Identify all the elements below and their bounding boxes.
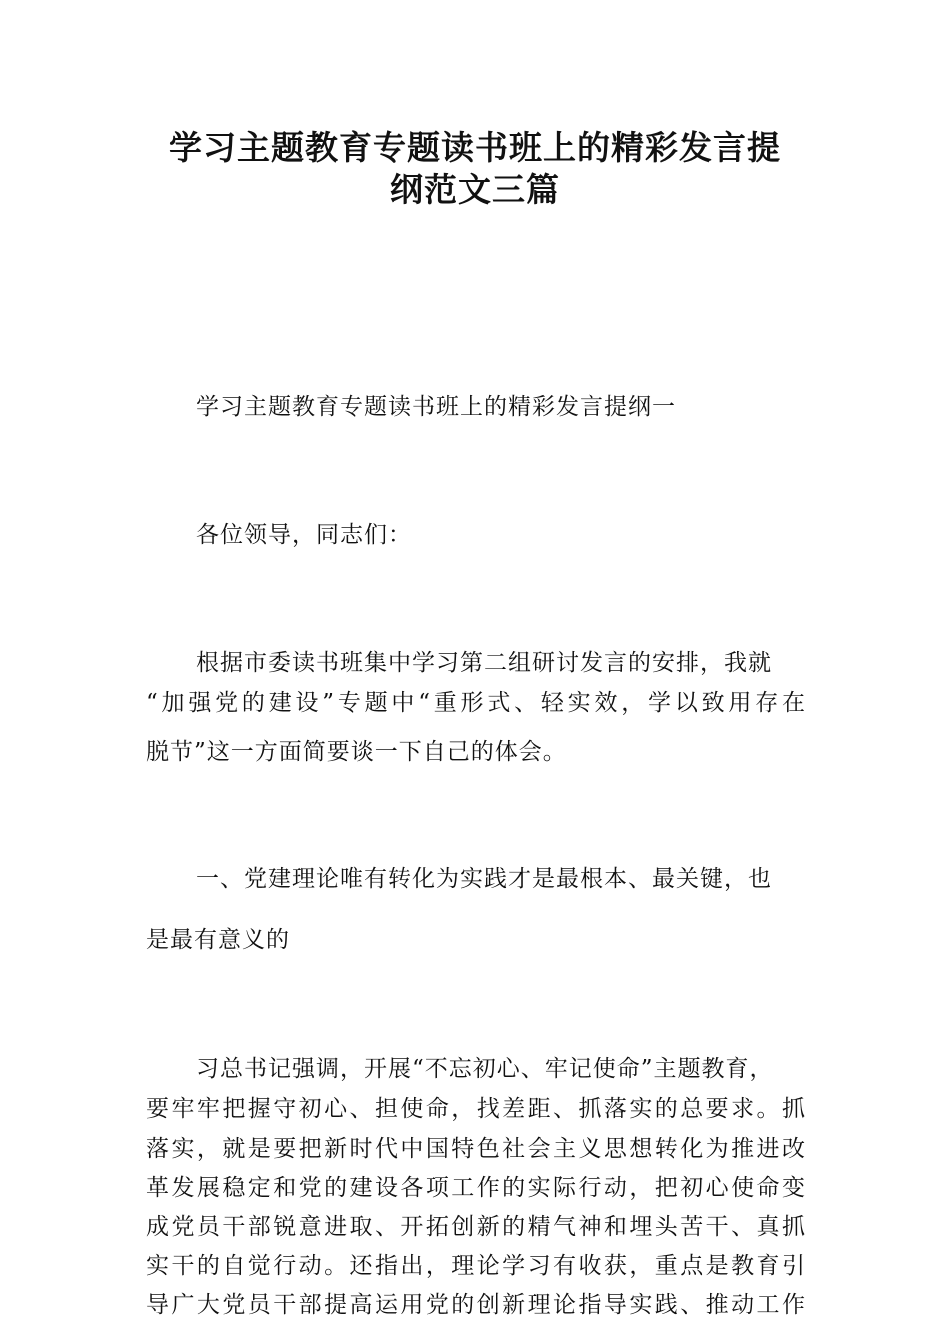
paragraph-1-line-2: “加强党的建设”专题中“重形式、轻实效，学以致用存在 bbox=[146, 690, 806, 716]
paragraph-2-line-7: 导广大党员干部提高运用党的创新理论指导实践、推动工作 bbox=[146, 1292, 806, 1318]
paragraph-1-line-3: 脱节”这一方面简要谈一下自己的体会。 bbox=[146, 739, 567, 765]
document-title-line-1: 学习主题教育专题读书班上的精彩发言提 bbox=[169, 128, 781, 167]
paragraph-2-line-3: 落实，就是要把新时代中国特色社会主义思想转化为推进改 bbox=[146, 1136, 806, 1162]
heading-1-line-1: 一、党建理论唯有转化为实践才是最根本、最关键，也 bbox=[196, 866, 772, 892]
paragraph-2-line-2: 要牢牢把握守初心、担使命，找差距、抓落实的总要求。抓 bbox=[146, 1096, 806, 1122]
heading-1-line-2: 是最有意义的 bbox=[146, 927, 290, 953]
paragraph-2-line-5: 成党员干部锐意进取、开拓创新的精气神和埋头苦干、真抓 bbox=[146, 1214, 806, 1240]
paragraph-1-line-1: 根据市委读书班集中学习第二组研讨发言的安排，我就 bbox=[196, 650, 772, 676]
paragraph-2-line-6: 实干的自觉行动。还指出，理论学习有收获，重点是教育引 bbox=[146, 1253, 806, 1279]
paragraph-2-line-4: 革发展稳定和党的建设各项工作的实际行动，把初心使命变 bbox=[146, 1175, 806, 1201]
paragraph-2-line-1: 习总书记强调，开展“不忘初心、牢记使命”主题教育， bbox=[196, 1056, 774, 1082]
salutation: 各位领导，同志们： bbox=[196, 522, 412, 548]
document-title-line-2: 纲范文三篇 bbox=[390, 170, 560, 209]
subtitle: 学习主题教育专题读书班上的精彩发言提纲一 bbox=[196, 394, 676, 420]
